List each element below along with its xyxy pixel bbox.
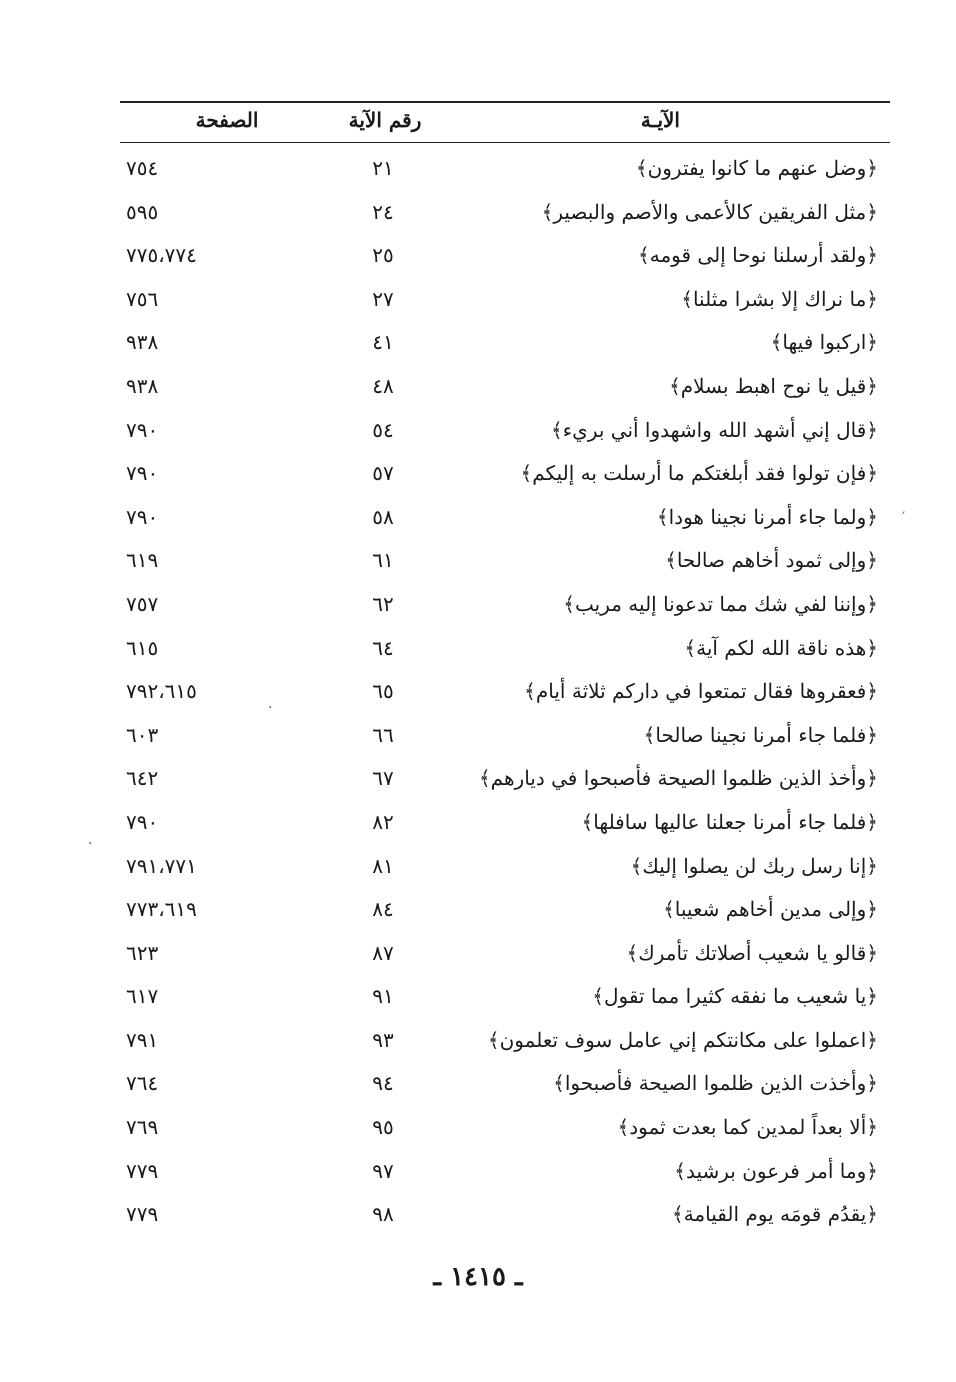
page-reference: ٧٥٤ [126, 156, 159, 180]
page-reference: ٧٥٦ [126, 286, 159, 311]
table-row [120, 455, 890, 499]
table-row [120, 324, 890, 368]
page-reference: ٧٧٩ [126, 1202, 159, 1227]
table-row [120, 804, 890, 848]
ayah-number: ٩٣ [372, 1027, 394, 1052]
ayah-number: ٤١ [372, 330, 394, 355]
table-row [120, 586, 890, 630]
verse-text: ﴿وإلى مدين أخاهم شعيبا﴾ [663, 897, 878, 922]
ayah-number: ٦٥ [372, 679, 394, 704]
verse-text: ﴿إنا رسل ربك لن يصلوا إليك﴾ [630, 853, 878, 878]
header-ayah-number: رقم الآية [348, 108, 422, 132]
margin-mark: · [88, 836, 93, 852]
ayah-number: ٩١ [372, 984, 394, 1009]
ayah-number: ٦٤ [372, 635, 394, 660]
ayah-number: ٩٥ [372, 1115, 394, 1140]
page-reference: ٩٣٨ [126, 373, 159, 398]
verse-text: ﴿قال إني أشهد الله واشهدوا أني بريء﴾ [551, 417, 878, 442]
verse-text: ﴿فلما جاء أمرنا جعلنا عاليها سافلها﴾ [581, 809, 878, 834]
verse-text: ﴿وضل عنهم ما كانوا يفترون﴾ [635, 156, 878, 180]
table-row [120, 1153, 890, 1197]
verse-text: ﴿اركبوا فيها﴾ [770, 330, 878, 355]
verse-text: ﴿وإننا لفي شك مما تدعونا إليه مريب﴾ [563, 591, 878, 616]
page-reference: ٩٣٨ [126, 330, 159, 355]
ayah-number: ٢٥ [372, 243, 394, 268]
ayah-number: ٨٢ [372, 809, 394, 834]
ayah-number: ٢٧ [372, 286, 394, 311]
margin-mark: ′ [902, 510, 906, 526]
table-row [120, 717, 890, 761]
page-reference: ٦١٥ [126, 635, 159, 660]
table-row [120, 848, 890, 892]
ayah-number: ٨١ [372, 853, 394, 878]
verse-text: ﴿مثل الفريقين كالأعمى والأصم والبصير﴾ [541, 199, 878, 224]
table-row [120, 978, 890, 1022]
index-table-body [120, 150, 890, 1240]
page-reference: ٧٩١ [126, 1027, 159, 1052]
table-row [120, 368, 890, 412]
verse-text: ﴿وإلى ثمود أخاهم صالحا﴾ [665, 548, 878, 573]
page-reference: ٧٧٣،٦١٩ [126, 897, 197, 922]
verse-text: ﴿وما أمر فرعون برشيد﴾ [674, 1158, 878, 1183]
header-page: الصفحة [195, 108, 259, 132]
table-row [120, 1022, 890, 1066]
table-row [120, 760, 890, 804]
page-reference: ٧٥٧ [126, 591, 159, 616]
page-reference: ٧٩٠ [126, 417, 159, 442]
ayah-number: ٨٧ [372, 940, 394, 965]
table-row [120, 1196, 890, 1240]
ayah-number: ٩٧ [372, 1158, 394, 1183]
table-row [120, 891, 890, 935]
ayah-number: ٢٤ [372, 199, 394, 224]
table-row [120, 150, 890, 194]
table-row [120, 1065, 890, 1109]
verse-text: ﴿هذه ناقة الله لكم آية﴾ [684, 635, 878, 660]
header-verse: الآيـة [640, 108, 680, 132]
ayah-number: ٥٤ [372, 417, 394, 442]
page-reference: ٧٧٩ [126, 1158, 159, 1183]
table-row [120, 412, 890, 456]
table-row [120, 194, 890, 238]
table-row [120, 281, 890, 325]
table-row [120, 630, 890, 674]
table-top-rule [120, 101, 890, 103]
page-reference: ٧٩١،٧٧١ [126, 853, 197, 878]
ayah-number: ٥٨ [372, 504, 394, 529]
page-reference: ٧٦٤ [126, 1071, 159, 1096]
verse-text: ﴿اعملوا على مكانتكم إني عامل سوف تعلمون﴾ [487, 1027, 878, 1052]
page-reference: ٦١٧ [126, 984, 159, 1009]
verse-text: ﴿فإن تولوا فقد أبلغتكم ما أرسلت به إليكم﴾ [520, 461, 878, 486]
table-row [120, 935, 890, 979]
table-row [120, 499, 890, 543]
verse-text: ﴿ألا بعداً لمدين كما بعدت ثمود﴾ [617, 1115, 878, 1140]
table-row [120, 542, 890, 586]
page-reference: ٧٧٥،٧٧٤ [126, 243, 197, 268]
margin-mark: · [268, 700, 273, 716]
verse-text: ﴿ولقد أرسلنا نوحا إلى قومه﴾ [638, 243, 878, 268]
table-row [120, 1109, 890, 1153]
ayah-number: ٦٢ [372, 591, 394, 616]
verse-text: ﴿فلما جاء أمرنا نجينا صالحا﴾ [643, 722, 878, 747]
page-number: ـ ١٤١٥ ـ [433, 1262, 523, 1292]
page-reference: ٧٩٢،٦١٥ [126, 679, 197, 704]
verse-text: ﴿فعقروها فقال تمتعوا في داركم ثلاثة أيام﴾ [524, 679, 878, 704]
ayah-number: ٩٨ [372, 1202, 394, 1227]
page-reference: ٥٩٥ [126, 199, 159, 224]
table-row [120, 237, 890, 281]
ayah-number: ٦٧ [372, 766, 394, 791]
ayah-number: ٦٦ [372, 722, 394, 747]
ayah-number: ٥٧ [372, 461, 394, 486]
verse-text: ﴿قيل يا نوح اهبط بسلام﴾ [669, 373, 878, 398]
ayah-number: ٢١ [372, 156, 394, 180]
verse-text: ﴿يا شعيب ما نفقه كثيرا مما تقول﴾ [592, 984, 878, 1009]
ayah-number: ٤٨ [372, 373, 394, 398]
page-reference: ٧٩٠ [126, 504, 159, 529]
verse-text: ﴿وأخذت الذين ظلموا الصيحة فأصبحوا﴾ [553, 1071, 878, 1096]
verse-text: ﴿ولما جاء أمرنا نجينا هودا﴾ [656, 504, 878, 529]
page-reference: ٧٩٠ [126, 809, 159, 834]
page-reference: ٧٦٩ [126, 1115, 159, 1140]
verse-text: ﴿وأخذ الذين ظلموا الصيحة فأصبحوا في ديارهم﴾ [478, 766, 878, 791]
ayah-number: ٦١ [372, 548, 394, 573]
page-reference: ٦١٩ [126, 548, 159, 573]
verse-text: ﴿قالو يا شعيب أصلاتك تأمرك﴾ [626, 940, 878, 965]
page-reference: ٦٢٣ [126, 940, 159, 965]
verse-text: ﴿ما نراك إلا بشرا مثلنا﴾ [681, 286, 878, 311]
page-reference: ٦٤٢ [126, 766, 159, 791]
table-header-rule [120, 142, 890, 143]
page-reference: ٧٩٠ [126, 461, 159, 486]
verse-text: ﴿يقدُم قومَه يوم القيامة﴾ [671, 1202, 878, 1227]
ayah-number: ٨٤ [372, 897, 394, 922]
table-row [120, 673, 890, 717]
page-reference: ٦٠٣ [126, 722, 159, 747]
ayah-number: ٩٤ [372, 1071, 394, 1096]
